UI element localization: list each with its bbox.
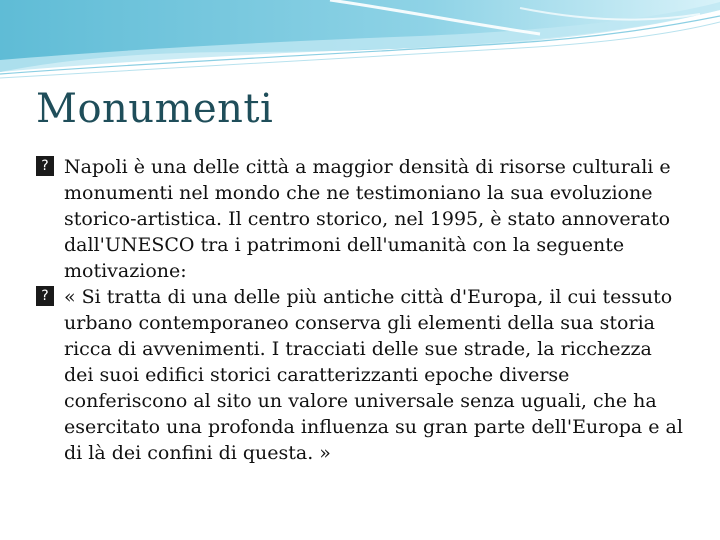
paragraph-quote [36, 284, 686, 466]
paragraph-intro [36, 154, 686, 284]
paragraph-text: Napoli è una delle città a maggior densità di risorse culturali e monumenti nel mondo che ne testimoniano la sua evoluzione storico-artistica. Il centro storico, nel 1995, è stato annoverato dall'UNESCO tra i patrimoni dell'umanità con la seguente motivazione: [64, 156, 671, 282]
header-wave-decoration [0, 0, 720, 90]
bullet-icon: ? [36, 156, 54, 176]
slide-body [36, 154, 686, 466]
paragraph-text: « Si tratta di una delle più antiche città d'Europa, il cui tessuto urbano contemporaneo conserva gli elementi della sua storia ricca di avvenimenti. I tracciati delle sue strade, la ricchezza dei suoi edifici storici caratterizzanti epoche diverse conferiscono al sito un valore universale senza uguali, che ha esercitato una profonda influenza su gran parte dell'Europa e al di là dei confini di questa. » [64, 286, 683, 464]
bullet-icon: ? [36, 286, 54, 306]
slide-title: Monumenti [36, 86, 274, 132]
